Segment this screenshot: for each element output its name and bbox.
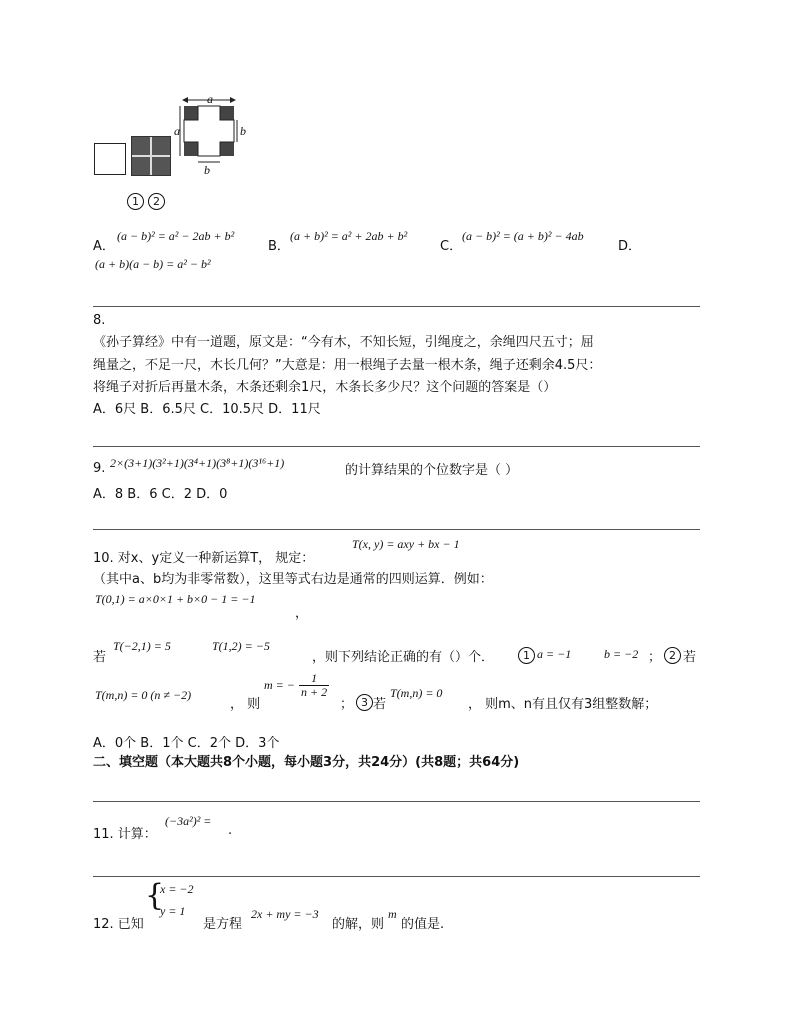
fraction-denominator: n + 2 xyxy=(301,685,328,699)
q10-if: 若 xyxy=(93,650,107,665)
q7-option-a: (a − b)² = a² − 2ab + b² xyxy=(117,229,235,243)
q7-option-c-label: C． xyxy=(440,239,463,254)
q10-ze: ， 则 xyxy=(230,697,261,712)
section-2-title: 二、填空题（本大题共8个小题，每小题3分，共24分）(共8题；共64分) xyxy=(93,755,520,770)
q10-intro: 10. 对x、y定义一种新运算T， 规定： xyxy=(93,551,315,566)
q12-end: 的值是. xyxy=(401,917,445,932)
square-figure-divided xyxy=(131,136,171,176)
q10-conclusion-2-condition: T(m,n) = 0 (n ≠ −2) xyxy=(95,688,192,702)
q12-variable: m xyxy=(388,907,397,921)
q12-text: 的解，则 xyxy=(332,917,385,932)
q12-equation: 2x + my = −3 xyxy=(251,907,319,921)
q11-expression: (−3a²)² = xyxy=(165,814,212,828)
q12-prefix: 12. 已知 xyxy=(93,917,144,932)
q10-conclusion-3-text: ， 则m、n有且仅有3组整数解； xyxy=(468,697,658,712)
fraction-numerator: 1 xyxy=(299,672,329,686)
q9-text: 的计算结果的个位数字是（ ） xyxy=(345,463,519,478)
figure-label-a-top: a xyxy=(207,92,213,106)
q8-line-2: 绳量之，不足一尺，木长几何？”大意是：用一根绳子去量一根木条，绳子还剩余4.5尺： xyxy=(93,358,602,373)
q10-example-comma: ， xyxy=(295,606,309,621)
divider-3 xyxy=(93,529,700,530)
q12-system-eq-1: x = −2 xyxy=(160,882,194,896)
q8-line-1: 《孙子算经》中有一道题，原文是：“今有木，不知长短，引绳度之，余绳四尺五寸；屈 xyxy=(93,335,594,350)
q7-option-a-label: A． xyxy=(93,239,115,254)
q11-suffix: . xyxy=(228,823,233,838)
divider-2 xyxy=(93,446,700,447)
q11-prefix: 11. 计算： xyxy=(93,827,157,842)
q10-conclusion-3-condition: T(m,n) = 0 xyxy=(390,686,443,700)
q9-number: 9. xyxy=(93,461,106,476)
q12-system-eq-2: y = 1 xyxy=(160,904,186,918)
q10-line-2: （其中a、b均为非零常数），这里等式右边是通常的四则运算．例如： xyxy=(93,572,493,587)
q8-options: A．6尺 B．6.5尺 C．10.5尺 D．11尺 xyxy=(93,402,321,417)
figure-caption-1: 1 xyxy=(127,193,144,210)
q10-text-3: ，则下列结论正确的有（）个． xyxy=(312,650,495,665)
q10-example: T(0,1) = a×0×1 + b×0 − 1 = −1 xyxy=(95,592,256,606)
q9-expression: 2×(3+1)(3²+1)(3⁴+1)(3⁸+1)(3¹⁶+1) xyxy=(110,456,285,470)
q8-number: 8. xyxy=(93,313,106,328)
divider-4 xyxy=(93,801,700,802)
q10-conclusion-1a: a = −1 xyxy=(537,647,572,661)
q10-options: A．0个 B．1个 C．2个 D．3个 xyxy=(93,736,280,751)
q10-result-fraction xyxy=(299,672,329,699)
divider-5 xyxy=(93,876,700,877)
q10-condition-2: T(1,2) = −5 xyxy=(212,639,270,653)
figure-label-b-right: b xyxy=(240,124,246,138)
q10-conclusion-1-marker: 1 xyxy=(518,647,535,664)
q10-definition: T(x, y) = axy + bx − 1 xyxy=(352,537,460,551)
q8-line-3: 将绳子对折后再量木条，木条还剩余1尺，木条长多少尺？这个问题的答案是（） xyxy=(93,380,557,395)
q10-conclusion-1b: b = −2 xyxy=(604,647,639,661)
q7-option-c: (a − b)² = (a + b)² − 4ab xyxy=(462,229,584,243)
q9-options: A．8 B．6 C．2 D．0 xyxy=(93,487,228,502)
q10-conclusion-3-marker: 3 xyxy=(356,694,373,711)
figure-label-a-left: a xyxy=(174,124,180,138)
q10-conclusion-2-result xyxy=(264,672,329,699)
square-figure-plain xyxy=(94,143,126,175)
q10-result-lhs: m = − xyxy=(264,678,295,692)
figure-label-b-bottom: b xyxy=(204,163,210,177)
q12-mid: 是方程 xyxy=(203,917,243,932)
divider-1 xyxy=(93,306,700,307)
q10-semicolon-2: ； xyxy=(340,697,354,712)
q10-conclusion-2-marker: 2 xyxy=(664,647,681,664)
q10-condition-1: T(−2,1) = 5 xyxy=(113,639,171,653)
q10-ruo: 若 xyxy=(683,650,697,665)
q10-semicolon: ； xyxy=(648,650,662,665)
q10-conclusion-3-ruo: 若 xyxy=(373,697,387,712)
q7-option-d: (a + b)(a − b) = a² − b² xyxy=(95,257,211,271)
q12-brace: { xyxy=(145,878,165,913)
q7-option-b: (a + b)² = a² + 2ab + b² xyxy=(290,229,408,243)
figure-caption-2: 2 xyxy=(148,193,165,210)
q7-option-d-label: D． xyxy=(618,239,642,254)
q7-option-b-label: B． xyxy=(268,239,290,254)
